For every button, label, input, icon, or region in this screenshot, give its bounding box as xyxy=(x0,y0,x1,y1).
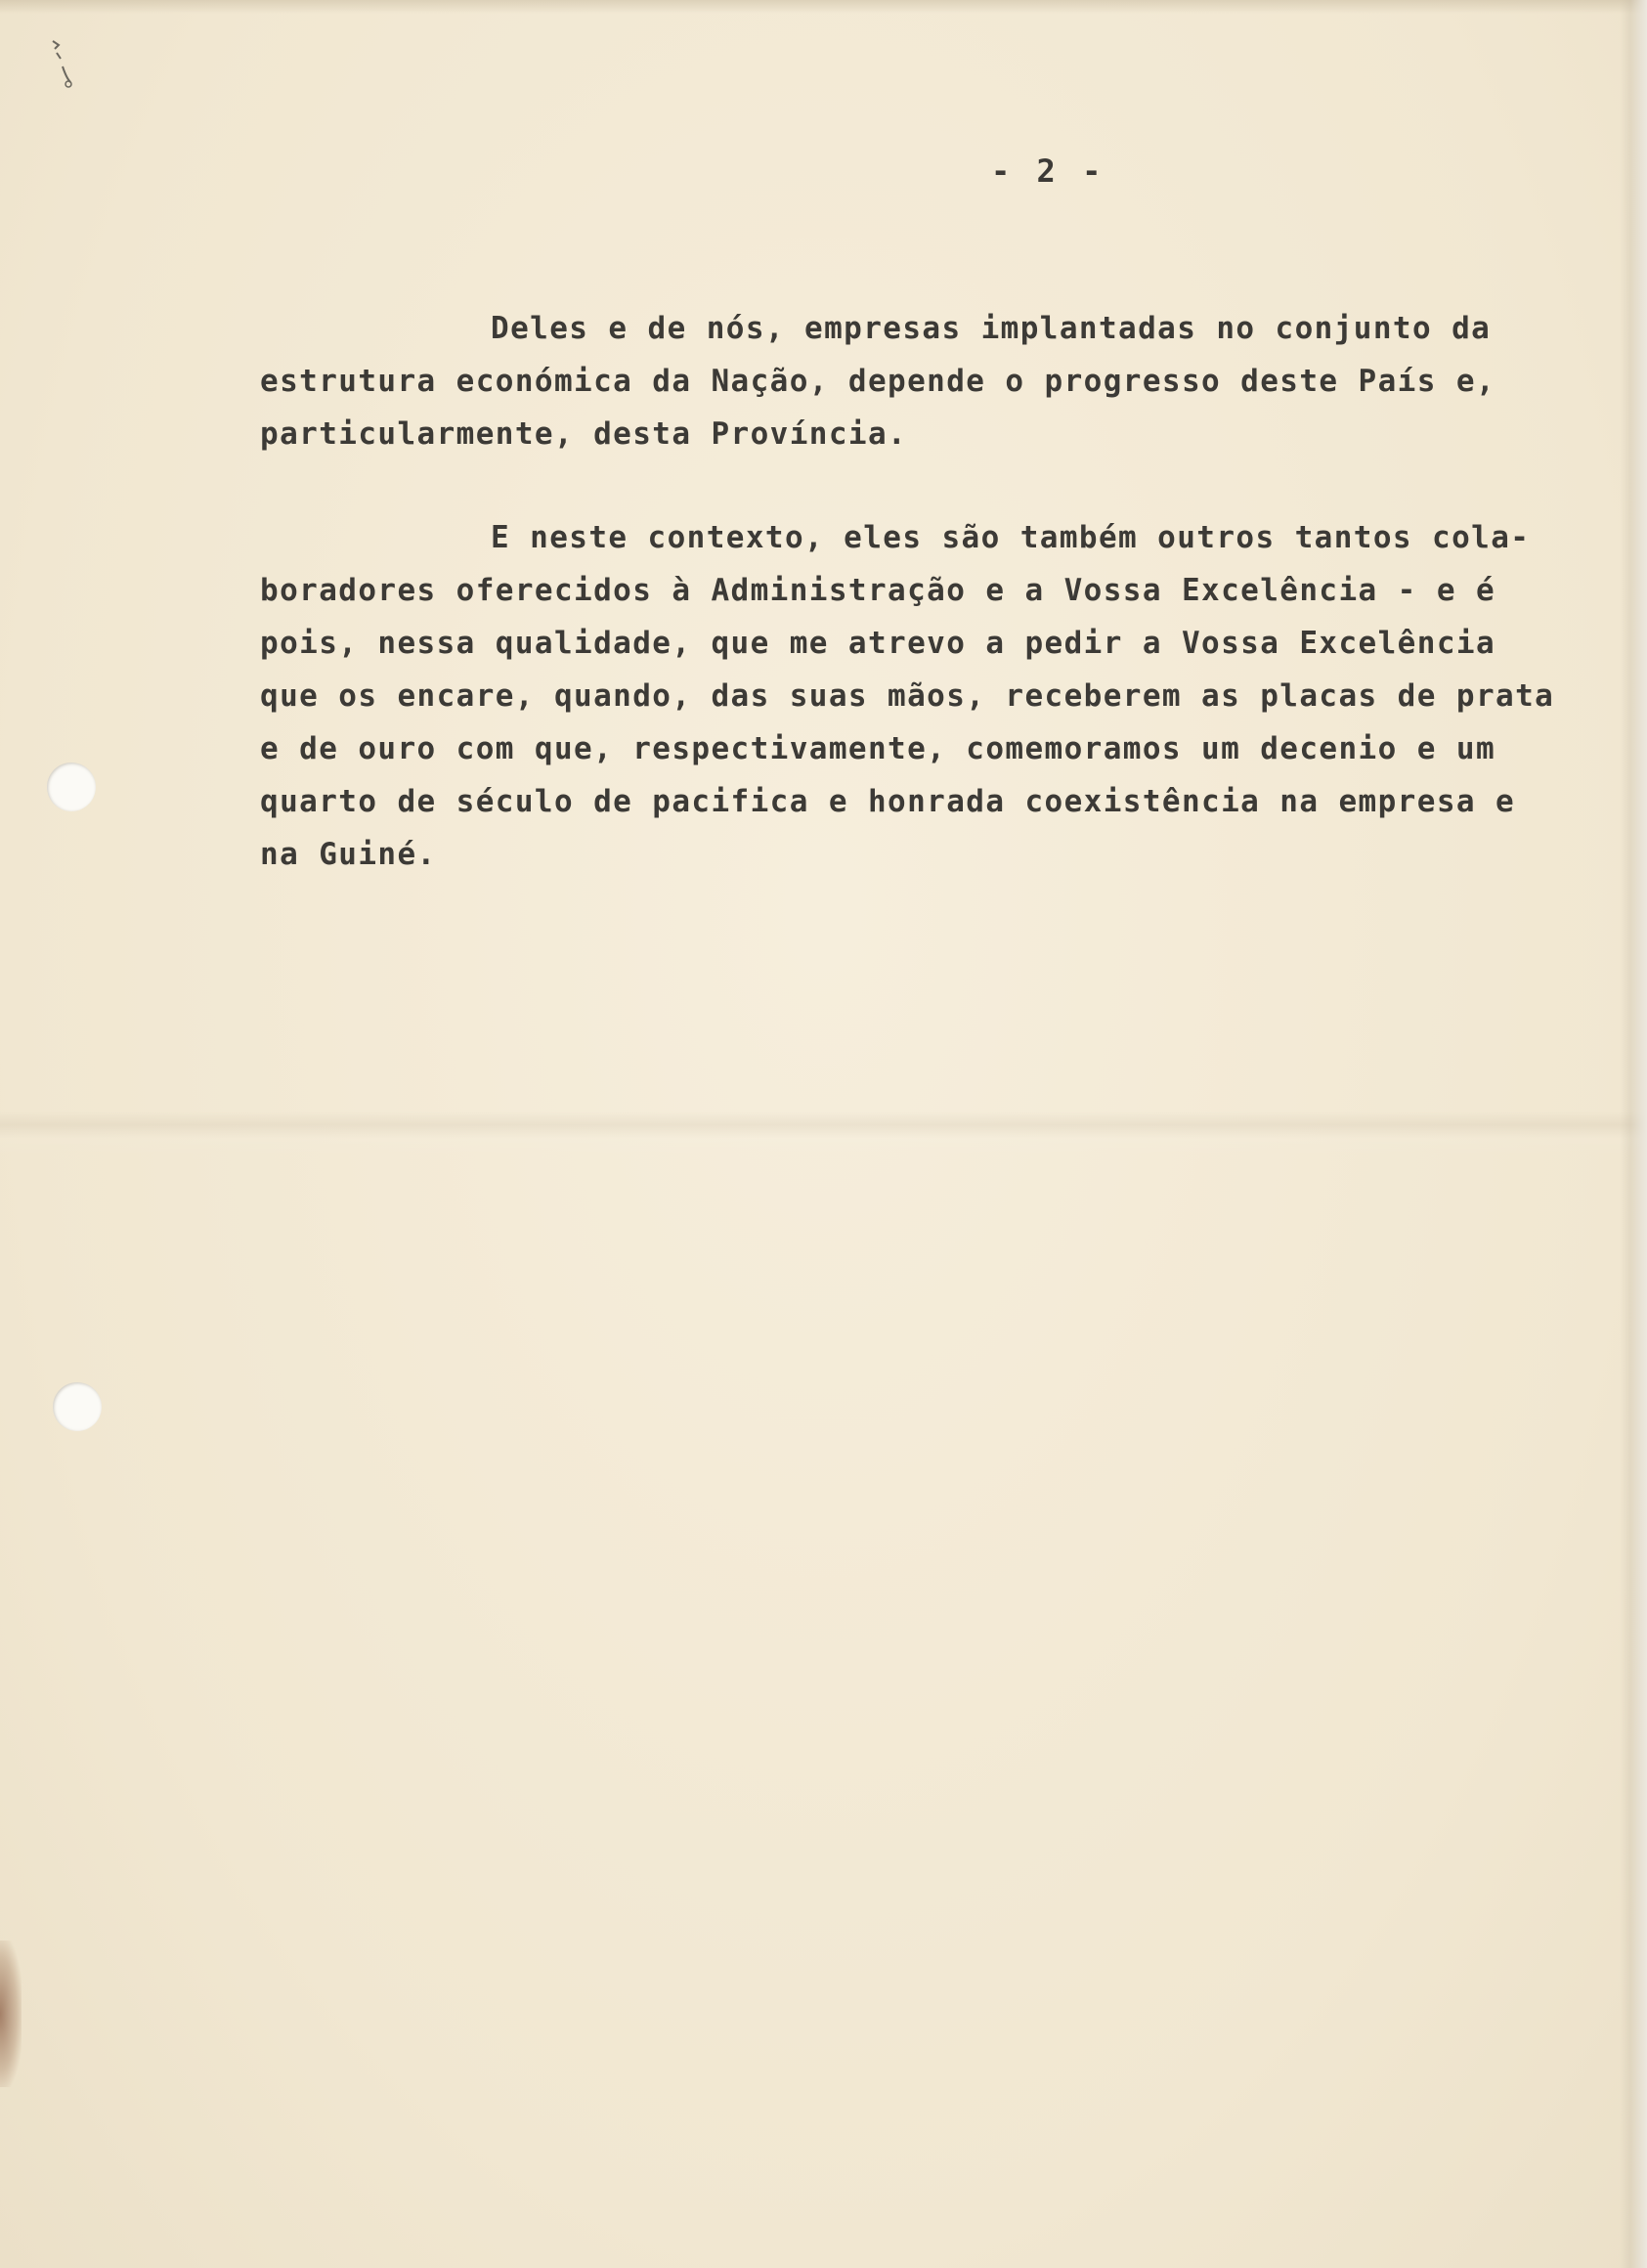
paragraph-2-line-1: E neste contexto, eles são também outros tantos cola- xyxy=(491,520,1531,555)
paragraph-2-line-6: quarto de século de pacifica e honrada coexistência na empresa e xyxy=(260,784,1516,819)
paper-right-edge xyxy=(1620,0,1647,2268)
paragraph-2-line-2: boradores oferecidos à Administração e a Vossa Excelência - e é xyxy=(260,573,1496,608)
paragraph-1-line-2: estrutura económica da Nação, depende o progresso deste País e, xyxy=(260,364,1496,399)
paragraph-2-line-7: na Guiné. xyxy=(260,837,437,872)
punch-hole-lower xyxy=(53,1382,102,1431)
paragraph-1-line-3: particularmente, desta Província. xyxy=(260,416,908,452)
page-number: - 2 - xyxy=(991,153,1105,190)
paper-top-shadow xyxy=(0,0,1647,14)
paragraph-2-line-3: pois, nessa qualidade, que me atrevo a pedir a Vossa Excelência xyxy=(260,626,1496,661)
paragraph-2-line-4: que os encare, quando, das suas mãos, receberem as placas de prata xyxy=(260,678,1555,714)
edge-stain xyxy=(0,1941,22,2087)
staple-mark xyxy=(49,39,74,88)
paragraph-1-line-1: Deles e de nós, empresas implantadas no conjunto da xyxy=(491,311,1492,346)
paragraph-2-line-5: e de ouro com que, respectivamente, comemoramos um decenio e um xyxy=(260,731,1496,766)
punch-hole-upper xyxy=(47,763,96,811)
